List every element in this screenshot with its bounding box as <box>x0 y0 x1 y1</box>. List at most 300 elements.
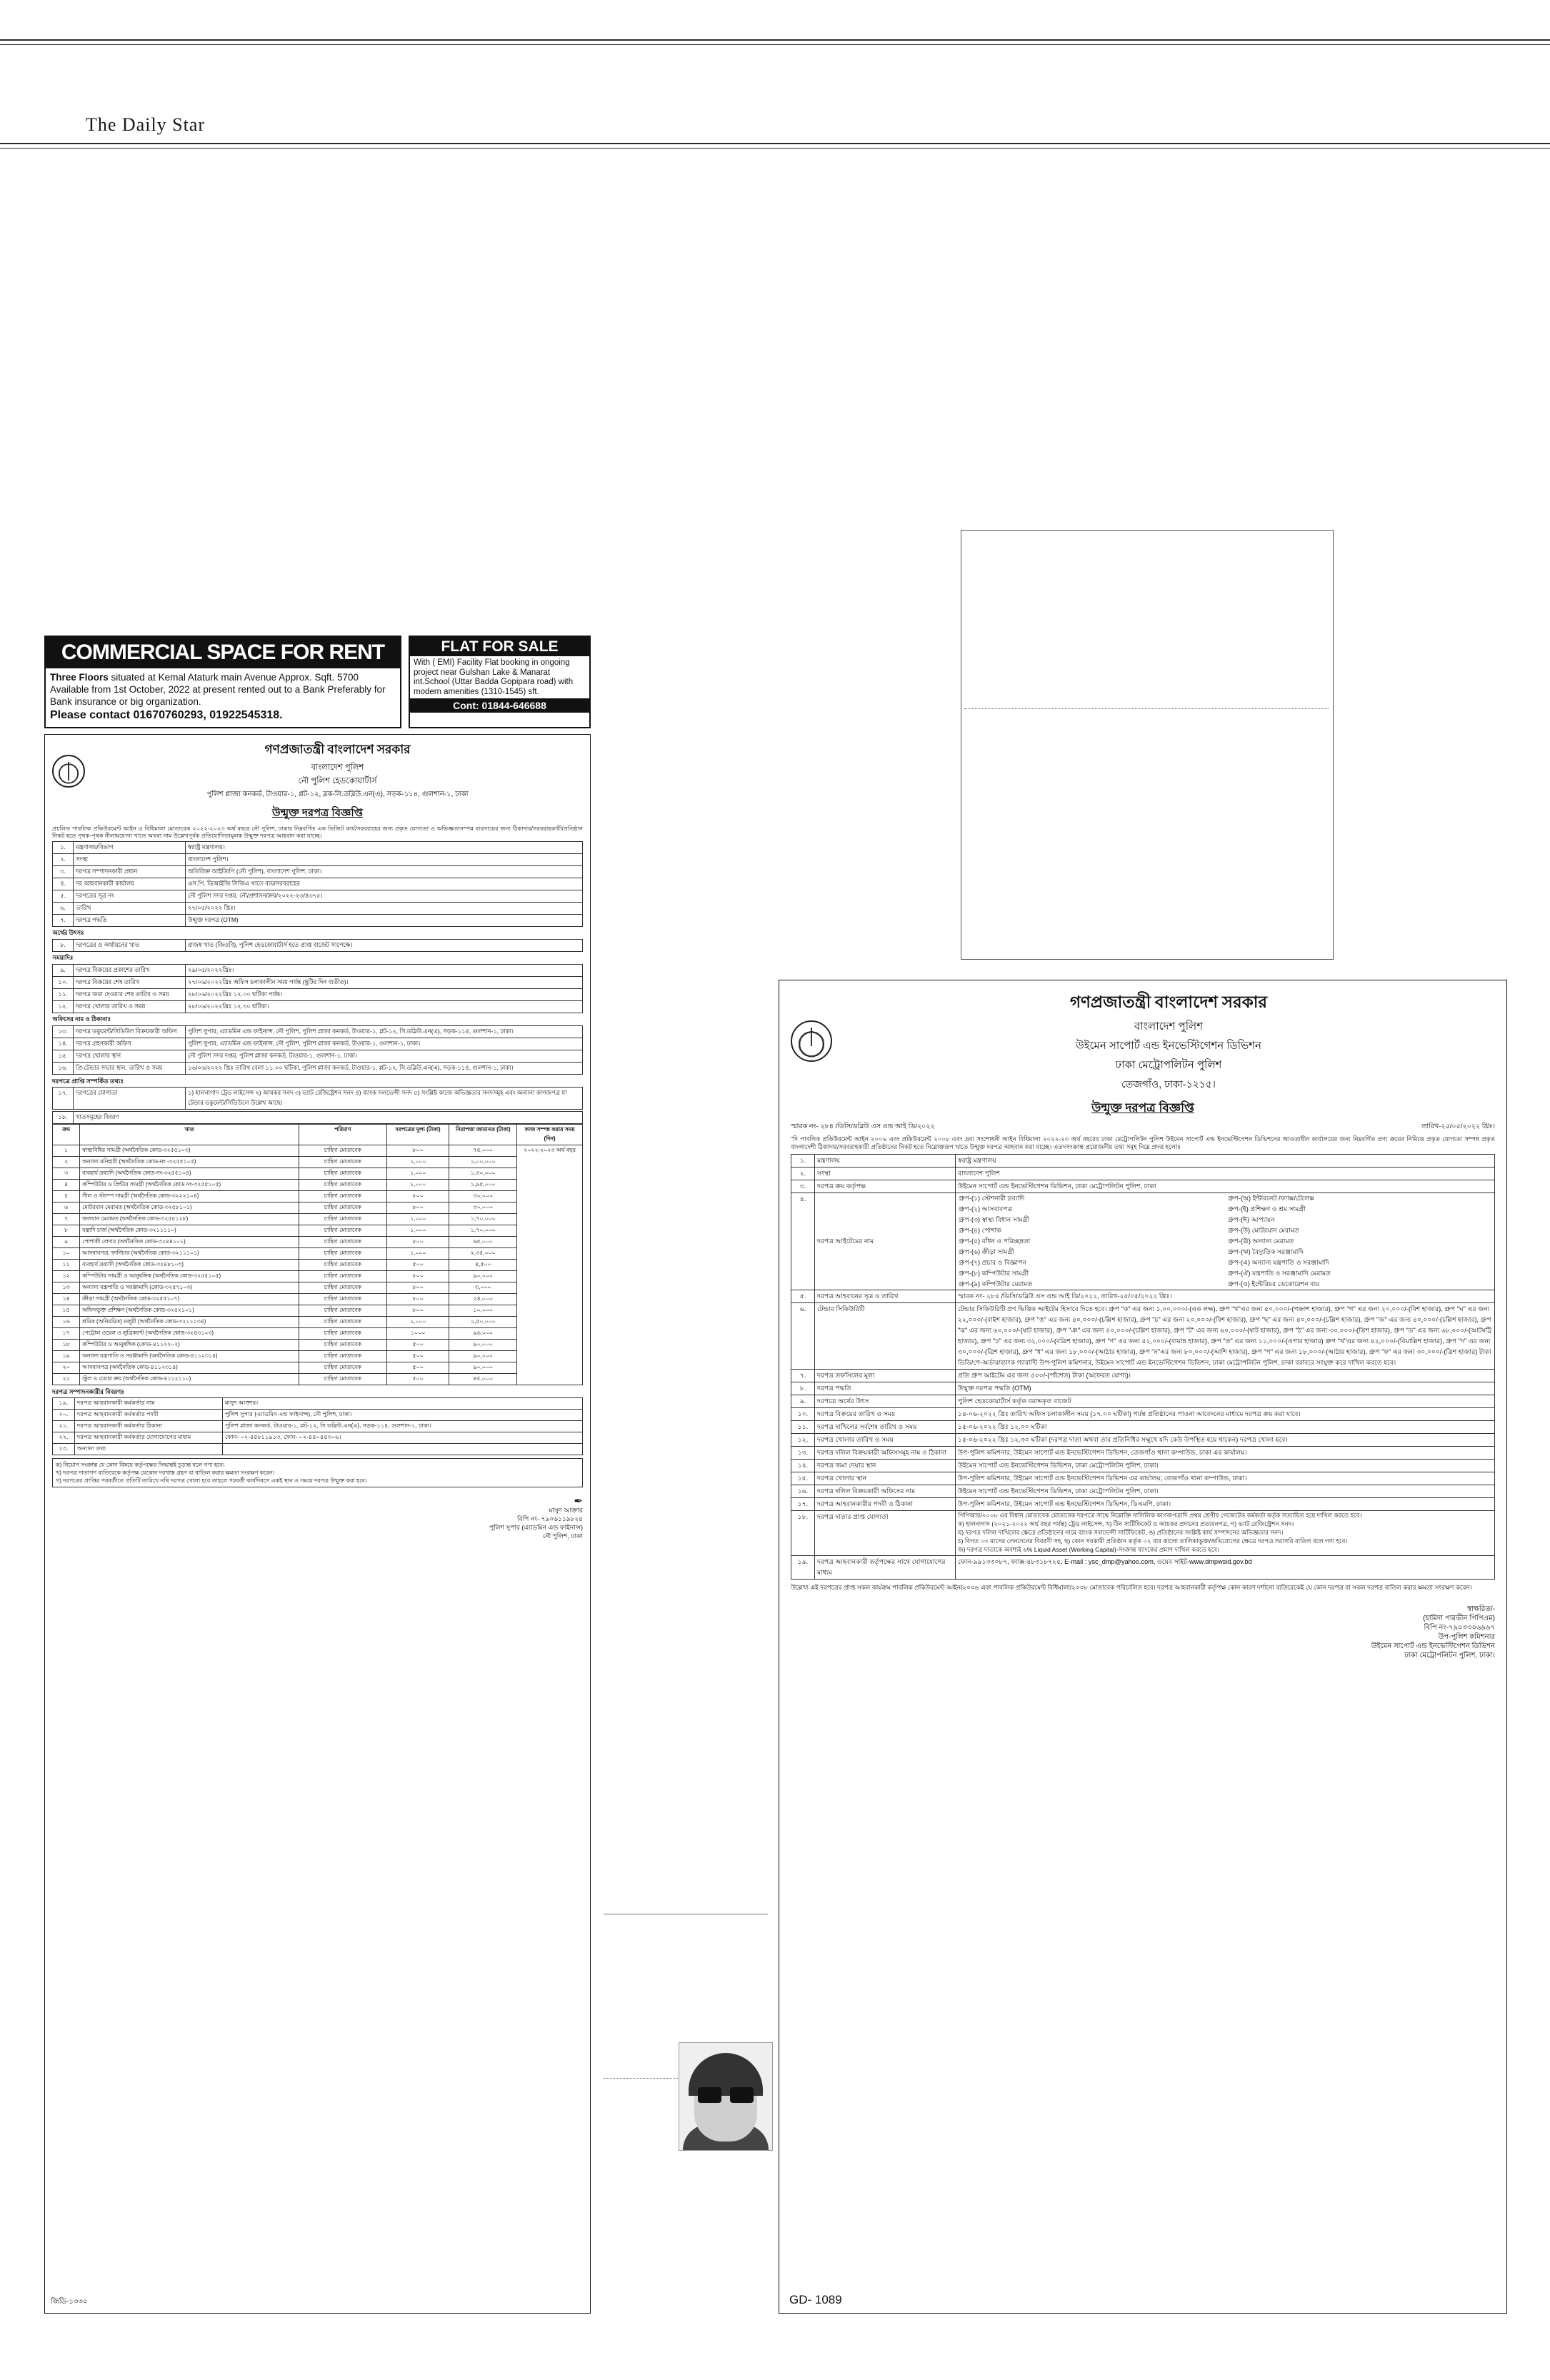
row-number: ৮ <box>53 1225 80 1237</box>
left-doc-footer-heading: দরপত্র সম্পাদনকারীর বিবরণঃ <box>52 1388 124 1395</box>
table-row <box>53 854 583 866</box>
row-qty: চাহিদা মোতাবেক <box>299 1362 386 1374</box>
table-row <box>53 1305 583 1317</box>
row-security: ৪৫,০০০ <box>449 1374 517 1385</box>
row-label: দরপত্র বিক্রয়ের প্রকাশের তারিখ <box>74 965 186 977</box>
row-security: ১,৭০,০০০ <box>449 1225 517 1237</box>
row-price: ৮০০ <box>386 1191 449 1202</box>
row-item: সীল ও স্ট্যাম্প সামগ্রী (অর্থনৈতিক কোড-৩২২২১০৪) <box>80 1191 299 1202</box>
table-row <box>53 1340 583 1351</box>
row-label: দরপত্র তফসিলের মূল্য <box>815 1370 956 1382</box>
row-price: ৫০০ <box>386 1351 449 1362</box>
package-item-left: গ্রুপ-(৬) ক্রীড়া সামগ্রী <box>959 1248 1015 1255</box>
row-price: ৮০০ <box>386 1294 449 1305</box>
row-security: ২,৩৫,০০০ <box>449 1248 517 1260</box>
table-row <box>791 1168 1495 1180</box>
row-label: দরপত্র খোলার তারিখ ও সময় <box>74 1001 186 1013</box>
ad-flat-contact: Cont: 01844-646688 <box>410 698 589 713</box>
table-row <box>791 1180 1495 1193</box>
row-item: কম্পিউটার ও আনুষঙ্গিক (কোড-৪১১২২০২) <box>80 1340 299 1351</box>
eligibility-no: ১৭. <box>53 1088 74 1110</box>
row-qty: চাহিদা মোতাবেক <box>299 1328 386 1340</box>
row-item: অন্যান্য যন্ত্রপাতি ও সরঞ্জামাদি (কোড-৩২৫৭১০৩) <box>80 1282 299 1294</box>
table-row <box>53 1088 583 1110</box>
government-emblem-icon <box>52 755 85 788</box>
row-number: ১৪. <box>53 1038 74 1050</box>
row-value: ২৯/০৫/২০২২খ্রিঃ। <box>186 965 583 977</box>
row-label: সংস্থা <box>815 1168 956 1180</box>
package-item-right: গ্রুপ-(ও) ইন্টেরিয়র ডেকোরেশন ব্যয় <box>1228 1280 1320 1287</box>
row-label: প্রি-টেন্ডার সভার স্থান, তারিখ ও সময় <box>74 1063 186 1075</box>
table-row <box>53 1421 583 1432</box>
table-row <box>53 1026 583 1038</box>
right-doc-closing: উল্লেখ্য এই দরপত্রের প্রাপ্ত সকল কার্যক্রম পাবলিক প্রকিউরমেন্ট আইন/২০০৬ এবং পাবলিক প্রকিউরমেন্ট বিধিমালা/২০০৮ মোতাবেক পরিচালিত হবে। দরপত্র আহবানকারী কর্তৃপক্ষ কোন কারণ দর্শানো ব্যতিরেকেই যে কোন দরপত্র বা সকল দরপত্র বাতিল করার ক্ষমতা সংরক্ষণ করেন। <box>791 1584 1472 1591</box>
table-row <box>53 1317 583 1328</box>
row-number: ১৩. <box>791 1447 815 1460</box>
note-line: খ) দরপত্র দাতাগণ ব্যতিরেকে কর্তৃপক্ষ যেকোন দরখাস্ত গ্রহণ বা বাতিল করার ক্ষমতা সংরক্ষণ করেন। <box>56 1470 275 1476</box>
table-row <box>53 1432 583 1444</box>
row-price: ৮০০ <box>386 1282 449 1294</box>
package-item-right: গ্রুপ-(ঈ) আপ্যায়ন <box>1228 1216 1275 1223</box>
table-row <box>53 1260 583 1271</box>
row-value: নৌ পুলিশ সদর দপ্তর, পুলিশ প্লাজা কনকর্ড, টাওয়ার-১, গুলশান-১, ঢাকা। <box>186 1050 583 1063</box>
row-price: ১০০০ <box>386 1328 449 1340</box>
sunglasses-icon <box>698 2087 754 2103</box>
row-number: ৭. <box>53 915 74 927</box>
row-number: ৭. <box>791 1370 815 1382</box>
row-number: ১৮ <box>53 1340 80 1351</box>
left-doc-title: উন্মুক্ত দরপত্র বিজ্ঞপ্তি <box>272 807 363 819</box>
package-item-left: গ্রুপ-(১) স্টেশনারী দ্রব্যাদি <box>959 1195 1025 1202</box>
row-label: দরপত্র আহবানকারী কর্মকর্তার যোগাযোগের মাধ্যম <box>75 1432 223 1444</box>
row-item: স্বাস্থ্যবিধির সামগ্রী (অর্থনৈতিক কোড-৩২৫৫১০৩) <box>80 1145 299 1157</box>
table-row <box>53 1202 583 1214</box>
row-number: ২. <box>53 854 74 866</box>
right-doc-intro: "দি পাবলিক প্রকিউরমেন্ট আইন ২০০৬ এবং প্রকিউরমেন্ট ২০০৮ এবং দ্রব্য সংশোধনী আইন বিধিমালা ২০২২-২৩ অর্থ বছরের ঢাকা মেট্রোপলিটন পুলিশ উইমেন সাপোর্ট এন্ড ইনভেস্টিগেশন ডিভিশনের আওতাধীন কার্যালয়ের জন্য নিম্নবর্ণিত প্রণ্য ক্রয়ের নিমিত্তে প্রকৃত যোগ্যতা সম্পন্ন প্রকৃত বাংলাদেশী ঠিকাদার/সরবরাহকারী প্রতিষ্ঠানের নিকট হতে নিম্নোক্তরূপ খাতে উন্মুক্ত দরপত্র আহবান করা যাচ্ছে। এতদসংক্রান্ত প্রয়োজনীয় তথ্য সমূহ নিম্নে প্রদত্ত হলোঃ <box>791 1135 1495 1150</box>
row-label: সংস্থা <box>74 854 186 866</box>
ad-commercial-body <box>46 668 400 708</box>
row-security: ১০,০০০ <box>449 1305 517 1317</box>
row-number: ১০. <box>53 977 74 989</box>
ad-commercial-lead: Three Floors <box>50 672 109 683</box>
row-security: ২৪,০০০ <box>449 1294 517 1305</box>
row-number: ১৩ <box>53 1282 80 1294</box>
row-label: দরপত্রের ও অর্থায়নের খাত <box>74 940 186 952</box>
row-value: ১৫-০৬-২০২২ খ্রিঃ ১২.০০ ঘটিকা <box>956 1421 1495 1434</box>
left-doc-body <box>45 841 590 1540</box>
row-label: দরপত্রের সূত্র নং <box>74 890 186 903</box>
qualification-label: দরপত্র দাতার প্রাপ্ত যোগ্যতা <box>815 1511 956 1556</box>
package-item-left: গ্রুপ-(৪) পোশাক <box>959 1227 1001 1234</box>
right-doc-gd-number: GD- 1089 <box>789 2293 842 2306</box>
table-row <box>53 1282 583 1294</box>
row-number: ৬ <box>53 1202 80 1214</box>
items-heading-label: খাতসমূহের বিবরণ <box>74 1112 583 1124</box>
row-label: দরপত্র আহবানকারী কর্মকর্তার ঠিকানা <box>75 1421 223 1432</box>
row-security: ৩০,০০০ <box>449 1191 517 1202</box>
row-label: অন্যান্য তথ্য <box>75 1444 223 1455</box>
row-price: ৮০০ <box>386 1202 449 1214</box>
left-doc-main-table <box>52 841 583 1075</box>
right-doc-city-line: ঢাকা মেট্রোপলিটন পুলিশ <box>1115 1059 1222 1071</box>
row-price: ১,০০০ <box>386 1225 449 1237</box>
row-value: পুলিশ সুপার, এ্যাডমিন এন্ড ফাইনান্স, নৌ পুলিশ, পুলিশ প্লাজা কনকর্ড, টাওয়ার-১, গুলশান-১, ঢাকা। <box>186 1038 583 1050</box>
left-doc-gov-line: গণপ্রজাতন্ত্রী বাংলাদেশ সরকার <box>264 743 411 756</box>
right-doc-main-table <box>791 1154 1495 1580</box>
row-label: তারিখ <box>74 903 186 915</box>
row-item: পেট্রোল ওয়েল ও লুব্রিক্যান্ট (অর্থনৈতিক কোড-৩২৪৩১০৩) <box>80 1328 299 1340</box>
row-price: ১,০০০ <box>386 1168 449 1180</box>
row-label: দরপত্র সম্পাদনকারী প্রধান <box>74 866 186 878</box>
items-table-header-row <box>53 1125 583 1145</box>
row-price: ৫০০ <box>386 1374 449 1385</box>
contact-value: ফোন-৯৯১৩৩০৮৭, ফ্যাক্স-৪৮৩১৮৭২৫, E-mail : ysc_dmp@yahoo.com, ওয়েব সাইট-www.dmpwsid.gov.bd <box>956 1556 1495 1580</box>
row-security: ৯০,০০০ <box>449 1271 517 1282</box>
row-number: ৯. <box>791 1395 815 1408</box>
masthead: The Daily Star <box>86 114 206 135</box>
masthead-rule-1 <box>0 143 1550 144</box>
row-label: দরপত্র খোলার স্থান <box>74 1050 186 1063</box>
contact-no: ১৯. <box>791 1556 815 1580</box>
right-doc-unit-line: উইমেন সাপোর্ট এন্ড ইনভেস্টিগেশন ডিভিশন <box>1075 1040 1262 1052</box>
row-price: ৮০০ <box>386 1237 449 1248</box>
package-row <box>956 1225 1494 1236</box>
row-number: ১৭ <box>53 1328 80 1340</box>
row-value: ১৪-০৬-২০২২ খ্রিঃ তারিখ অফিস চলাকালীন সময় (১৭.০০ ঘটিকা) পর্যন্ত প্রতিষ্ঠানের পাওনা আবেদনের মাধ্যমে দরপত্র ক্রয় করা যাবে। <box>956 1408 1495 1421</box>
row-label: দরপত্র জমা দেয়ার স্থান <box>815 1460 956 1472</box>
table-row <box>791 1303 1495 1370</box>
package-item-right: গ্রুপ-(ই) প্রশিক্ষণ ও শ্রম সামগ্রী <box>1228 1205 1306 1212</box>
qualification-line: চ) বিগত ০৩ মাসের লেনদেনের বিবরণী সহ, ছ) কোন সরকারী প্রতিষ্ঠান কর্তৃক ০২ বার কালো তালিকাভুক্ত/অভিযোগের ক্ষেত্রে দরপত্র সরাসরি বাতিল বলে গণ্য হবে। <box>958 1537 1348 1545</box>
section-heading: অর্থের উৎসঃ <box>52 929 84 936</box>
row-qty: চাহিদা মোতাবেক <box>299 1237 386 1248</box>
row-security: ৯০,০০০ <box>449 1340 517 1351</box>
row-number: ৫. <box>53 890 74 903</box>
row-item: শ্রমিক (অনিয়মিত) মজুরী (অর্থনৈতিক কোড-৩২১১১৩৪) <box>80 1317 299 1328</box>
table-row <box>791 1485 1495 1498</box>
row-number: ১৯ <box>53 1351 80 1362</box>
table-row <box>53 977 583 989</box>
row-value: ১৬/০৬/২০২২ খ্রিঃ তারিখ বেলা ১১.০০ ঘটিকা, পুলিশ প্লাজা কনকর্ড, টাওয়ার-১, প্লট-১২, সি.ডব্লিউ.এন(এ), সড়ক-১১৪, গুলশান-১, ঢাকা। <box>186 1063 583 1075</box>
row-number: ৬. <box>791 1303 815 1370</box>
row-qty: চাহিদা মোতাবেক <box>299 1271 386 1282</box>
row-value: ২৭/০৬/২০২২খ্রিঃ অফিস চলাকালীন সময় পর্যন্ত (ছুটির দিন ব্যতীত)। <box>186 977 583 989</box>
signature-designation-1: পুলিশ সুপার (এ্যাডমিন এন্ড ফাইনান্স) <box>489 1524 583 1531</box>
column-header: ক্রম <box>53 1125 80 1145</box>
left-doc-header <box>45 735 590 841</box>
table-row <box>791 1434 1495 1447</box>
row-number: ১৩. <box>53 1026 74 1038</box>
right-doc-memo-row <box>791 1122 1495 1133</box>
tender-notice-nau-police <box>44 734 591 2314</box>
row-label: দরপত্র বিক্রয়ের শেষ তারিখ <box>74 977 186 989</box>
table-row <box>53 1145 583 1157</box>
row-security: ১,৫০,০০০ <box>449 1317 517 1328</box>
row-security: ৩,০০০ <box>449 1282 517 1294</box>
package-row <box>956 1215 1494 1225</box>
row-label: দরপত্র আহবানকারী কর্মকর্তার পদবী <box>75 1410 223 1421</box>
table-row <box>53 878 583 890</box>
row-price: ৮০০ <box>386 1145 449 1157</box>
row-security: ১,০০,০০০ <box>449 1157 517 1168</box>
row-value: উপ-পুলিশ কমিশনার, উইমেন সাপোর্ট এন্ড ইনভেস্টিগেশন ডিভিশন, তেজগাঁও থানা কম্পাউন্ড, ঢাকা এর কার্যালয়। <box>956 1447 1495 1460</box>
row-value: এস.পি. ডিআইজি সিজিএ খাতে ব্যয়/সরবরাহের <box>186 878 583 890</box>
row-number: ২ <box>53 1157 80 1168</box>
package-item-right: গ্রুপ-(ঋ) বৈদ্যুতিক সরঞ্জামাদি <box>1228 1248 1304 1255</box>
table-row <box>53 1374 583 1385</box>
package-item-left: গ্রুপ-(৩) স্বাস্থ্য বিধান সামগ্রী <box>959 1216 1030 1223</box>
row-item: মোটরযান মেরামত (অর্থনৈতিক কোড-৩২৫৮১০১) <box>80 1202 299 1214</box>
table-row <box>791 1290 1495 1303</box>
row-label: দরপত্র আহবানের সূত্র ও তারিখ <box>815 1290 956 1303</box>
row-security: ৭৫,০০০ <box>449 1145 517 1157</box>
row-qty: চাহিদা মোতাবেক <box>299 1168 386 1180</box>
row-price: ১,০০০ <box>386 1180 449 1191</box>
row-price: ৮০০ <box>386 1271 449 1282</box>
table-row <box>53 1001 583 1013</box>
table-row <box>53 915 583 927</box>
row-security: ১,৩০,০০০ <box>449 1168 517 1180</box>
section-heading: সময়াদিঃ <box>52 954 74 961</box>
right-doc-body <box>779 1154 1506 1667</box>
row-value: মাসুদ আক্তার। <box>223 1398 583 1410</box>
ad-flat-title: FLAT FOR SALE <box>410 637 589 656</box>
row-value: প্রতি গ্রুপ আইটেম এর জন্য ৫০০/-(পাঁচশত) টাকা (অফেরত যোগ্য)। <box>956 1370 1495 1382</box>
row-item: আসবাবপত্র, ফার্নিচার (অর্থনৈতিক কোড-৩২১১১০১) <box>80 1248 299 1260</box>
table-row <box>53 1157 583 1168</box>
table-row <box>53 903 583 915</box>
row-item: আসবাবপত্র (অর্থনৈতিক কোড-৪১১২৩১৪) <box>80 1362 299 1374</box>
row-value: ২৮/০৬/২০২২খ্রিঃ ১২.০০ ঘটিকা পর্যন্ত। <box>186 989 583 1001</box>
right-doc-header <box>779 980 1506 1154</box>
row-number: ১ <box>53 1145 80 1157</box>
package-item-right: গ্রুপ-(ঐ) যন্ত্রপাতি ও সরঞ্জামাদি মেরামত <box>1228 1270 1331 1277</box>
row-number: ১৯. <box>53 1398 75 1410</box>
portrait-photo <box>679 2042 773 2151</box>
row-value: স্বরাষ্ট্র মন্ত্রণালয় <box>956 1155 1495 1168</box>
row-qty: চাহিদা মোতাবেক <box>299 1180 386 1191</box>
package-row <box>956 1268 1494 1279</box>
package-row <box>956 1236 1494 1247</box>
ad-commercial-contact: Please contact 01670760293, 01922545318. <box>50 709 283 721</box>
tender-notice-dmp-wsid <box>779 980 1507 2314</box>
row-number: ৩. <box>53 866 74 878</box>
left-doc-unit-line: নৌ পুলিশ হেডকোয়ার্টার্স <box>298 777 377 785</box>
ad-commercial-title: COMMERCIAL SPACE FOR RENT <box>46 637 400 668</box>
row-item: ব্যবহার্য দ্রব্যাদি (অর্থনৈতিক কোড-নং-৩২৫৫১০৪) <box>80 1168 299 1180</box>
table-row <box>53 1351 583 1362</box>
signature-name: (হামিদা পারভীন পিপিএম) <box>1423 1615 1495 1622</box>
row-value: উন্মুক্ত দরপত্র (OTM) <box>186 915 583 927</box>
package-item-right: গ্রুপ-(অ) ইন্টারনেট /ফ্যাক্স/টেলেক্স <box>1228 1195 1314 1202</box>
table-row <box>53 940 583 952</box>
qualification-no: ১৮. <box>791 1511 815 1556</box>
row-number: ৩. <box>791 1180 815 1193</box>
row-label: দরপত্র খোলার তারিখ ও সময় <box>815 1434 956 1447</box>
signature-designation-2: উইমেন সাপোর্ট এন্ড ইনভেস্টিগেশন ডিভিশন <box>1371 1642 1495 1650</box>
row-qty: চাহিদা মোতাবেক <box>299 1294 386 1305</box>
row-value <box>223 1444 583 1455</box>
row-number: ১১ <box>53 1260 80 1271</box>
row-qty: চাহিদা মোতাবেক <box>299 1305 386 1317</box>
row-number: ৪. <box>53 878 74 890</box>
signature-designation-2: নৌ পুলিশ, ঢাকা <box>542 1532 583 1540</box>
row-number: ১৬. <box>791 1485 815 1498</box>
row-label: দরপত্র দলিল বিক্রয়কারী অফিসসমূহ নাম ও ঠিকানা <box>815 1447 956 1460</box>
row-label: দরপত্র আহবানকারী কর্মকর্তার নাম <box>75 1398 223 1410</box>
contact-label: দরপত্র আহবানকারী কর্তৃপক্ষের সাথে যোগাযোগের মাধ্যম <box>815 1556 956 1580</box>
row-security: ১,৭০,০০০ <box>449 1214 517 1225</box>
row-number: ৮. <box>791 1382 815 1395</box>
row-security: ৪,৫০০ <box>449 1260 517 1271</box>
table-row <box>53 1328 583 1340</box>
row-label: দরপত্র খোলার স্থান <box>815 1472 956 1485</box>
package-item-right: গ্রুপ-(উ) মোটরযান মেরামত <box>1228 1227 1299 1234</box>
row-security: ৩০,০০০ <box>449 1202 517 1214</box>
row-value: স্বরাষ্ট্র মন্ত্রণালয়। <box>186 842 583 854</box>
left-doc-items-header <box>52 1111 583 1124</box>
row-value: উপ-পুলিশ কমিশনার, উইমেন সাপোর্ট এন্ড ইনভেস্টিগেশন ডিভিশন এর কার্যালয়, তেজগাঁও থানা কম্পাউন্ড, ঢাকা। <box>956 1472 1495 1485</box>
row-item: অন্যান্য যন্ত্রপাতি ও সরঞ্জামাদি (অর্থনৈতিক কোড-৪১১২৩১৪) <box>80 1351 299 1362</box>
row-label: দরপত্র দাখিলের সর্বশেষ তারিখ ও সময় <box>815 1421 956 1434</box>
row-number: ১. <box>791 1155 815 1168</box>
row-price: ১,০০০ <box>386 1214 449 1225</box>
table-row <box>53 1294 583 1305</box>
packages-label: দরপত্র আইটেমের নাম <box>815 1193 956 1290</box>
table-row <box>791 1498 1495 1511</box>
row-number: ২০ <box>53 1362 80 1374</box>
row-label: মন্ত্রণালয়/বিভাগ <box>74 842 186 854</box>
row-number: ১৫ <box>53 1305 80 1317</box>
left-doc-notes <box>52 1458 583 1487</box>
package-row <box>956 1257 1494 1268</box>
row-label: দরপত্রে অর্থের উৎস <box>815 1395 956 1408</box>
row-security: ৬৫,০০০ <box>449 1237 517 1248</box>
signature-designation-1: উপ-পুলিশ কমিশনার <box>1438 1633 1495 1641</box>
row-qty: চাহিদা মোতাবেক <box>299 1282 386 1294</box>
row-value: উইমেন সাপোর্ট এন্ড ইনভেস্টিগেশন ডিভিশন, ঢাকা মেট্রোপলিটন পুলিশ, ঢাকা <box>956 1180 1495 1193</box>
row-number: ১২. <box>53 1001 74 1013</box>
left-doc-org-line: বাংলাদেশ পুলিশ <box>311 763 364 772</box>
table-row <box>791 1408 1495 1421</box>
qualification-items <box>956 1511 1495 1556</box>
ad-commercial-text: situated at Kemal Ataturk main Avenue Approx. Sqft. 5700 Available from 1st October, 2022 at present rented out to a Bank Preferably for Bank insurance or big organization. <box>50 672 386 707</box>
row-number: ১২ <box>53 1271 80 1282</box>
note-line: ক) নিয়োগ সংক্রান্ত যে কোন বিষয়ে কর্তৃপক্ষের সিদ্ধান্তই চূড়ান্ত বলে গণ্য হবে। <box>56 1462 225 1468</box>
table-row <box>53 1237 583 1248</box>
table-row <box>53 866 583 878</box>
row-number: ১০ <box>53 1248 80 1260</box>
row-value: উইমেন সাপোর্ট এন্ড ইনভেস্টিগেশন ডিভিশন, ঢাকা মেট্রোপলিটন পুলিশ, ঢাকা। <box>956 1485 1495 1498</box>
note-line: গ) দরপত্রের প্রাপ্তির পরবর্তীতে প্রতিটি তারিখে নথি দরপত্র খোলা হবে তাহলে পরবর্তী কার্যদিবসে একই স্থান ও সময়ে দরপত্র উন্মুক্ত করা হবে। <box>56 1477 367 1484</box>
row-number: ৫ <box>53 1191 80 1202</box>
row-label: দরপত্র আহবানকারীর পদবী ও ঠিকানা <box>815 1498 956 1511</box>
row-value: অতিরিক্ত আইজিপি (নৌ পুলিশ), বাংলাদেশ পুলিশ, ঢাকা। <box>186 866 583 878</box>
right-doc-address-line: তেজগাঁও, ঢাকা-১২১৫। <box>1121 1078 1216 1090</box>
row-label: দরপত্র পদ্ধতি <box>74 915 186 927</box>
row-value: ১৫-০৬-২০২২ খ্রিঃ ১২.৩০ ঘটিকা (দরপত্র দাতা অথবা তার প্রতিনিধির সম্মুখে যদি কেউ উপস্থিত হয়ে থাকেন) দরপত্র খোলা হবে। <box>956 1434 1495 1447</box>
row-price: ১,০০০ <box>386 1317 449 1328</box>
row-label: দরপত্র ক্রয় কর্তৃপক্ষ <box>815 1180 956 1193</box>
row-value: টেন্ডার সিকিউরিটি প্রণ ভিত্তিক আইটেম হিসাবে দিতে হবে। গ্রুপ "ক" এর জন্য ১,০০,০০০/-(এক লক্ষ), গ্রুপ "খ"এর জন্য ৫০,০০০/-(পঞ্চাশ হাজার), গ্রুপ "গ" এর জন্য ২০,০০০/-(বিশ হাজার), গ্রুপ "ঘ" এর জন্য ২২,০০০/-(বাইশ হাজার), গ্রুপ "ঙ" এর জন্য ৪০,০০০/-(চল্লিশ হাজার), গ্রুপ "চ" এর জন্য ২০,০০০/-(বিশ হাজার), গ্রুপ "ছ" এর জন্য ৪০,০০০/-(চল্লিশ হাজার), গ্রুপ "জ" এর জন্য ৪০,০০০/-(চল্লিশ হাজার), গ্রুপ "ঝ" এর জন্য ৬০,০০০/-(ষাট হাজার), গ্রুপ "ঞ" এর জন্য ৪০,০০০/-(চল্লিশ হাজার), গ্রুপ "ট" এর জন্য ৬০,০০০/-(ষাট হাজার), গ্রুপ "ঠ" এর জন্য ৩০,০০০/-(ত্রিশ হাজার), গ্রুপ "ড" এর জন্য ৬৮,০০০/-(আটষট্টি হাজার), গ্রুপ "ঢ" এর জন্য ৩২,০০০/-(বত্রিশ হাজার), গ্রুপ "ণ" এর জন্য ৫২,০০০/-(বায়ান্ন হাজার), গ্রুপ "ত" এর জন্য ১১,০০০/-(এগার হাজার) গ্রুপ "থ"এর জন্য ৪২,০০০/-(বিয়াল্লিশ হাজার), গ্রুপ "দ" এর জন্য ৩০,০০০/-(ত্রিশ হাজার), গ্রুপ "ধ" এর জন্য ১৮,০০০/-(আঠার হাজার), গ্রুপ "ন"এর জন্য ৮০,০০০/-(আশি হাজার), গ্রুপ "প" এর জন্য ১৮,০০০/-(আঠার হাজার), গ্রুপ "ফ" এর জন্য ৩০,০০০/-(ত্রিশ হাজার) টাকা ডিডি/পে-অর্ডার/ব্যাংক গ্যারান্টি উপ-পুলিশ কমিশনার, উইমেন সাপোর্ট এন্ড ইনভেস্টিগেশন ডিভিশন, ঢাকা মেট্রোপলিটন পুলিশ, ঢাকা বরাবরে সংযুক্ত করে দাখিল করতে হবে। <box>956 1303 1495 1370</box>
section-heading-row <box>53 952 583 965</box>
left-doc-eligibility-heading: দরপত্রে প্রাপ্তি সম্পর্কিত তথ্যঃ <box>52 1078 124 1085</box>
table-row <box>53 1168 583 1180</box>
left-doc-footer-table <box>52 1397 583 1455</box>
row-price: ৫০০ <box>386 1340 449 1351</box>
row-number: ৩ <box>53 1168 80 1180</box>
qualification-line: ক) হালনাগাদ (২০২১-২০২২ অর্থ বছর পর্যন্ত) ট্রেড লাইসেন্স, খ) টিন সার্টিফিকেট ও আয়কর প্রদানের প্রত্যয়নপত্র, গ) ভ্যাট রেজিস্ট্রেশন সনদ। <box>958 1520 1294 1527</box>
row-number: ১৬. <box>53 1063 74 1075</box>
left-doc-gd-number: জিডি-১৩৩০ <box>51 2298 88 2306</box>
row-price: ১,০০০ <box>386 1157 449 1168</box>
table-row <box>791 1155 1495 1168</box>
row-value: পুলিশ হেডকোয়ার্টার্স কর্তৃক বরাদ্দকৃত বাজেট <box>956 1395 1495 1408</box>
row-item: ক্রীড়া সামগ্রী (অর্থনৈতিক কোড-৩২৫৫১০৭) <box>80 1294 299 1305</box>
table-row <box>53 890 583 903</box>
row-number: ২০. <box>53 1410 75 1421</box>
row-qty: চাহিদা মোতাবেক <box>299 1374 386 1385</box>
row-item: পোশাকী লেদার (অর্থনৈতিক কোড-৩২৪৪১০১) <box>80 1237 299 1248</box>
row-number: ৮. <box>53 940 74 952</box>
row-value: পুলিশ সুপার (এ্যাডমিন এন্ড ফাইনান্স), নৌ পুলিশ, ঢাকা। <box>223 1410 583 1421</box>
memo-date: তারিখ-২৫/০৫/২০২২ খ্রিঃ। <box>1421 1123 1495 1130</box>
row-price: ৫০০ <box>386 1260 449 1271</box>
table-row <box>53 965 583 977</box>
table-row <box>791 1370 1495 1382</box>
row-value: উইমেন সাপোর্ট এন্ড ইনভেস্টিগেশন ডিভিশন, ঢাকা মেট্রোপলিটন পুলিশ, ঢাকা। <box>956 1460 1495 1472</box>
row-label: টেন্ডার সিকিউরিটি <box>815 1303 956 1370</box>
row-value: উন্মুক্ত দরপত্র পদ্ধতি (OTM) <box>956 1382 1495 1395</box>
top-rule-2 <box>0 44 1550 45</box>
row-item: অন্যান্য মনিহারী (অর্থনৈতিক কোড-নং -৩২৫৫১০৫) <box>80 1157 299 1168</box>
eligibility-label: দরপত্রের যোগ্যতা <box>74 1088 186 1110</box>
row-number: ২৩. <box>53 1444 75 1455</box>
row-qty: চাহিদা মোতাবেক <box>299 1214 386 1225</box>
ad-commercial-space <box>44 636 401 728</box>
row-number: ১০. <box>791 1408 815 1421</box>
table-row <box>791 1460 1495 1472</box>
right-doc-title: উন্মুক্ত দরপত্র বিজ্ঞপ্তি <box>1091 1101 1194 1115</box>
left-doc-address-line: পুলিশ প্লাজা কনকর্ড, টাওয়ার-১, প্লট-১২, ব্লক-সি.ডব্লিউ.এন(এ), সড়ক-১১৪, গুলশান-১, ঢাকা <box>206 790 469 798</box>
table-row-qualification <box>791 1511 1495 1556</box>
row-number: ১৬ <box>53 1317 80 1328</box>
row-number: ১৭. <box>791 1498 815 1511</box>
top-rule-1 <box>0 39 1550 41</box>
left-doc-intro: প্রচলিত পাবলিক প্রকিউরমেন্ট আইন ও বিধিমালা মোতাবেক ২০২২-২০২৩ অর্থ বছরে নৌ পুলিশ, ঢাকার নিম্নবর্ণিত এক ডিজিট কার্য/সরবরাহের জন্য প্রকৃত যোগ্যতা ও অভিজ্ঞতাসম্পন্ন ব্যবসায়ের জন্য ঠিকাদার/সরবরাহকারী/প্রতিষ্ঠান নিকট হতে পৃথক-পৃথক নীলামযোগ্য খাতে অথবা নাম উল্লেখপূর্বক প্রতিযোগিতামূলক উন্মুক্ত দরপত্র আহবান করা যাচ্ছে। <box>52 825 583 839</box>
right-doc-gov-line: গণপ্রজাতন্ত্রী বাংলাদেশ সরকার <box>1069 993 1268 1011</box>
row-item: জলযান মেরামত (অর্থনৈতিক কোড-৩২৫৮১২৮) <box>80 1214 299 1225</box>
qualification-line: পিপিআর/২০০৮ এর বিধান মোতাবেক মোতাবেক দরপত্রে সাথে নিম্নোক্তি দালিলিক কাগজপত্রাদি প্রথম শ্রেণীর গেজেটেড কর্মকর্তা কর্তৃক সত্যায়িত হয়ে দাখিল করতে হবে। <box>958 1512 1362 1519</box>
row-security: ৯০,০০০ <box>449 1351 517 1362</box>
row-qty: চাহিদা মোতাবেক <box>299 1248 386 1260</box>
table-row <box>791 1395 1495 1408</box>
row-value: পুলিশ সুপার, এ্যাডমিন এন্ড ফাইনান্স, নৌ পুলিশ, পুলিশ প্লাজা কনকর্ড, টাওয়ার-১, প্লট-১২, সি.ডব্লিউ.এন(এ), সড়ক-১১৪, গুলশান-১, ঢাকা। <box>186 1026 583 1038</box>
row-number: ৯. <box>53 965 74 977</box>
row-number: ২. <box>791 1168 815 1180</box>
packages-no: ৪. <box>791 1193 815 1290</box>
table-row <box>53 1112 583 1124</box>
row-qty: চাহিদা মোতাবেক <box>299 1157 386 1168</box>
row-number: ৪ <box>53 1180 80 1191</box>
column-header: পরিমাণ <box>299 1125 386 1145</box>
signature-name: মাসুদ আক্তার <box>549 1507 583 1514</box>
row-number: ১৪. <box>791 1460 815 1472</box>
row-number: ১৫. <box>791 1472 815 1485</box>
row-item: যন্ত্রাদি চার্জ (অর্থনৈতিক কোড-৩২১১১১০) <box>80 1225 299 1237</box>
table-row <box>53 1362 583 1374</box>
row-item: কম্পিউটার সামগ্রী ও আনুষঙ্গিক (অর্থনৈতিক কোড-৩২৫৫১০৫) <box>80 1271 299 1282</box>
